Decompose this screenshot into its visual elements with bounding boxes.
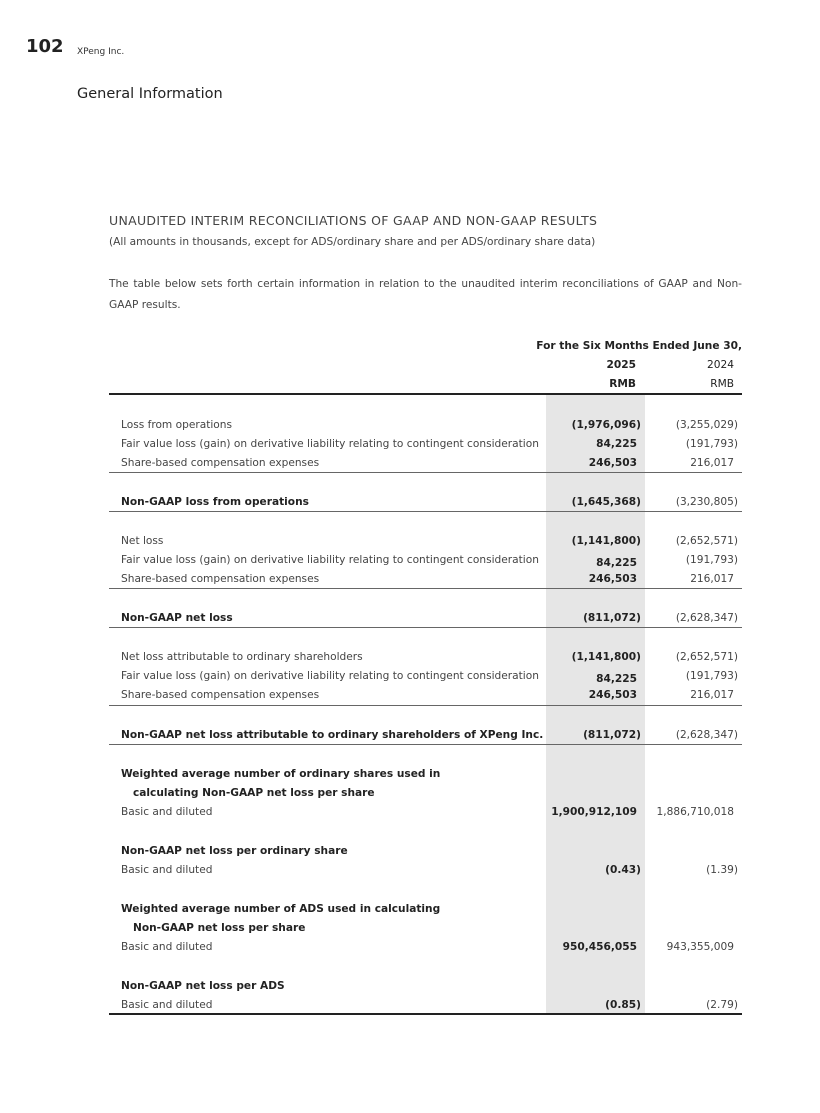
value-2024: (3,255,029) [675, 419, 738, 431]
value-2025: 84,225 [596, 438, 637, 450]
table-row [109, 938, 742, 956]
row-label: Weighted average number of ADS used in calculating [121, 903, 441, 915]
value-2025: (1,141,800) [571, 651, 641, 663]
value-2025: (1,645,368) [571, 496, 641, 508]
row-label: Non-GAAP net loss [121, 612, 233, 624]
value-2025: 246,503 [588, 457, 637, 469]
table-row [109, 996, 742, 1014]
table-row [109, 454, 742, 472]
value-2025: 84,225 [596, 557, 637, 569]
value-2024: 216,017 [690, 457, 734, 469]
value-2024: (2,628,347) [675, 612, 738, 624]
value-2025: 246,503 [588, 689, 637, 701]
table-row [109, 570, 742, 588]
value-2024: 1,886,710,018 [656, 806, 734, 818]
value-2025: (811,072) [583, 612, 641, 624]
row-rule [109, 472, 742, 473]
table-row [109, 435, 742, 453]
row-label: Net loss [121, 535, 164, 547]
table-row [109, 842, 742, 860]
row-rule [109, 705, 742, 706]
value-2024: (191,793) [685, 670, 738, 682]
table-row [109, 726, 742, 744]
value-2024: 943,355,009 [666, 941, 734, 953]
row-label: Basic and diluted [121, 999, 213, 1011]
table-row [109, 416, 742, 434]
value-2024: (191,793) [685, 554, 738, 566]
row-label: Non-GAAP net loss attributable to ordinary shareholders of XPeng Inc. [121, 729, 544, 741]
column-header-2025: 2025 [606, 359, 636, 371]
section-title: General Information [77, 86, 223, 102]
value-2024: 216,017 [690, 573, 734, 585]
table-row [109, 609, 742, 627]
row-label: Basic and diluted [121, 941, 213, 953]
value-2024: (2,652,571) [675, 651, 738, 663]
value-2025: (1,976,096) [571, 419, 641, 431]
row-label: Share-based compensation expenses [121, 573, 320, 585]
row-label: Share-based compensation expenses [121, 689, 320, 701]
row-label: Non-GAAP net loss per share [133, 922, 306, 934]
value-2024: (2,628,347) [675, 729, 738, 741]
header-rule [109, 393, 742, 395]
value-2024: (1.39) [706, 864, 738, 876]
document-title: UNAUDITED INTERIM RECONCILIATIONS OF GAAP AND NON-GAAP RESULTS [109, 213, 598, 228]
table-row [109, 784, 742, 802]
row-label: Basic and diluted [121, 864, 213, 876]
page-number: 102 [26, 36, 64, 57]
row-label: calculating Non-GAAP net loss per share [133, 787, 375, 799]
value-2025: 246,503 [588, 573, 637, 585]
period-header: For the Six Months Ended June 30, [536, 340, 742, 352]
table-row [109, 765, 742, 783]
row-label: Non-GAAP loss from operations [121, 496, 309, 508]
currency-header-2024: RMB [710, 378, 734, 390]
row-label: Net loss attributable to ordinary shareholders [121, 651, 363, 663]
row-label: Loss from operations [121, 419, 233, 431]
row-label: Share-based compensation expenses [121, 457, 320, 469]
row-rule [109, 511, 742, 512]
table-row [109, 493, 742, 511]
value-2025: 1,900,912,109 [551, 806, 637, 818]
column-header-2024: 2024 [707, 359, 734, 371]
row-label: Basic and diluted [121, 806, 213, 818]
company-name: XPeng Inc. [77, 47, 125, 57]
table-row [109, 977, 742, 995]
row-label: Fair value loss (gain) on derivative liability relating to contingent consideration [121, 438, 539, 450]
row-label: Weighted average number of ordinary shares used in [121, 768, 441, 780]
table-row [109, 919, 742, 937]
table-row [109, 686, 742, 704]
value-2025: (0.43) [605, 864, 641, 876]
document-subtitle: (All amounts in thousands, except for ADS/ordinary share and per ADS/ordinary share data) [109, 236, 596, 248]
value-2024: (3,230,805) [675, 496, 738, 508]
table-row [109, 532, 742, 550]
table-row [109, 551, 742, 569]
row-rule [109, 588, 742, 589]
table-row [109, 803, 742, 821]
row-rule [109, 744, 742, 745]
value-2025: (811,072) [583, 729, 641, 741]
table-row [109, 667, 742, 685]
row-label: Non-GAAP net loss per ordinary share [121, 845, 348, 857]
table-row [109, 648, 742, 666]
value-2025: 84,225 [596, 673, 637, 685]
row-label: Fair value loss (gain) on derivative liability relating to contingent consideration [121, 670, 539, 682]
intro-paragraph: The table below sets forth certain information in relation to the unaudited interim reconciliations of GAAP and Non-GAAP results. [109, 278, 742, 311]
row-label: Non-GAAP net loss per ADS [121, 980, 285, 992]
bottom-rule [109, 1013, 742, 1015]
value-2024: (2,652,571) [675, 535, 738, 547]
value-2024: (191,793) [685, 438, 738, 450]
value-2025: 950,456,055 [562, 941, 637, 953]
table-row [109, 861, 742, 879]
value-2024: 216,017 [690, 689, 734, 701]
value-2025: (1,141,800) [571, 535, 641, 547]
value-2025: (0.85) [605, 999, 641, 1011]
value-2024: (2.79) [706, 999, 738, 1011]
table-row [109, 900, 742, 918]
currency-header-2025: RMB [609, 378, 636, 390]
row-rule [109, 627, 742, 628]
row-label: Fair value loss (gain) on derivative liability relating to contingent consideration [121, 554, 539, 566]
